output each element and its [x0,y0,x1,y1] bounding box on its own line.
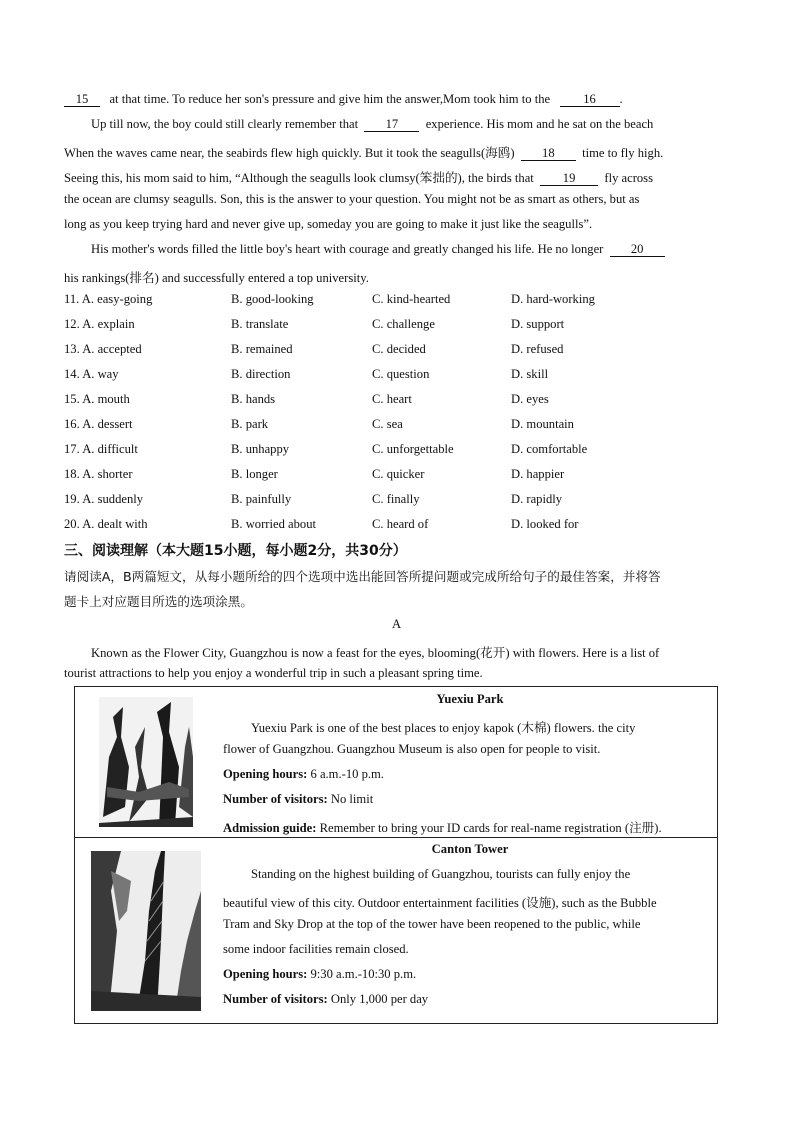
passage-line-4 [64,167,653,186]
passage-line-8 [64,267,369,286]
option-row [64,292,684,310]
option-c: C. kind-hearted [372,292,451,306]
passage-line-7 [91,242,665,257]
option-a: 20. A. dealt with [64,517,148,531]
text: Seeing this, his mom said to him, “Although the seagulls look clumsy( [64,171,420,185]
label: Number of visitors: [223,792,328,806]
canton-desc-1: Standing on the highest building of Guangzhou, tourists can fully enjoy the [251,867,631,881]
yuexiu-park-photo [99,697,193,827]
text: ) flowers. the city [546,721,636,735]
option-row [64,317,684,335]
canton-tower-photo [91,851,201,1011]
option-b: B. good-looking [231,292,314,306]
passage-line-6: long as you keep trying hard and never give up, someday you are going to make it just like the seagulls”. [64,217,593,231]
option-d: D. refused [511,342,564,356]
text: his rankings( [64,271,130,285]
intro-line-2: tourist attractions to help you enjoy a wonderful trip in such a pleasant spring time. [64,666,483,680]
yuexiu-guide [223,817,662,836]
option-a: 15. A. mouth [64,392,130,406]
option-row [64,392,684,410]
text: beautiful view of this city. Outdoor entertainment facilities ( [223,896,527,910]
option-b: B. unhappy [231,442,290,456]
text-cjk: 笨拙的 [419,170,458,185]
blank-18: 18 [521,147,576,161]
text: ), such as the Bubble [551,896,657,910]
option-a: 14. A. way [64,367,119,381]
label: Opening hours: [223,967,308,981]
option-a: 19. A. suddenly [64,492,144,506]
option-d: D. looked for [511,517,579,531]
yuexiu-desc-1 [251,717,635,736]
intro-line-1 [91,642,659,661]
option-d: D. skill [511,367,549,381]
yuexiu-desc-2: flower of Guangzhou. Guangzhou Museum is also open for people to visit. [223,742,601,756]
text: ), the birds that [457,171,534,185]
option-c: C. heart [372,392,412,406]
blank-19: 19 [540,172,598,186]
option-b: B. painfully [231,492,292,506]
option-c: C. heard of [372,517,429,531]
option-b: B. hands [231,392,276,406]
blank-15: 15 [64,93,100,107]
text: . [619,92,623,106]
option-b: B. worried about [231,517,316,531]
canton-title: Canton Tower [431,842,509,856]
yuexiu-title: Yuexiu Park [436,692,504,706]
text: His mother's words filled the little boy's heart with courage and greatly changed his life. He no longer [91,242,604,256]
text: ) with flowers. Here is a list of [505,646,660,660]
yuexiu-visitors [223,792,373,807]
option-c: C. sea [372,417,403,431]
value: Remember to bring your ID cards for real-name registration ( [319,821,630,835]
text-cjk: 海鸥 [485,145,511,160]
text: at that time. To reduce her son's pressure and give him the answer,Mom took him to the [109,92,551,106]
option-d: D. happier [511,467,565,481]
option-row [64,467,684,485]
canton-desc-3: Tram and Sky Drop at the top of the tower have been reopened to the public, while [223,917,641,931]
option-a: 17. A. difficult [64,442,138,456]
option-a: 12. A. explain [64,317,135,331]
text: Yuexiu Park is one of the best places to enjoy kapok ( [251,721,522,735]
passage-line-3 [64,142,663,161]
passage-line-1 [64,92,623,107]
instructions-line-2: 题卡上对应题目所选的选项涂黑。 [64,594,253,609]
blank-16: 16 [560,93,620,107]
text-cjk: 设施 [526,895,552,910]
value: No limit [330,792,374,806]
label: Opening hours: [223,767,308,781]
option-row [64,517,684,535]
option-row [64,492,684,510]
label: Number of visitors: [223,992,328,1006]
option-c: C. unforgettable [372,442,454,456]
option-c: C. quicker [372,467,425,481]
option-row [64,367,684,385]
text: time to fly high. [582,146,664,160]
option-a: 18. A. shorter [64,467,133,481]
value: 6 a.m.-10 p.m. [310,767,384,781]
option-c: C. challenge [372,317,435,331]
section-title: 三、阅读理解（本大题15小题，每小题2分，共30分） [64,543,407,559]
option-d: D. rapidly [511,492,563,506]
option-row [64,442,684,460]
text: Known as the Flower City, Guangzhou is now a feast for the eyes, blooming( [91,646,481,660]
yuexiu-hours [223,767,384,782]
value: Only 1,000 per day [330,992,429,1006]
option-c: C. question [372,367,430,381]
option-a: 11. A. easy-going [64,292,153,306]
text-cjk: 排名 [129,270,155,285]
canton-desc-2 [223,892,657,911]
attractions-table [74,686,718,1024]
option-d: D. mountain [511,417,574,431]
text: When the waves came near, the seabirds flew high quickly. But it took the seagulls( [64,146,486,160]
row-divider [75,837,717,838]
option-row [64,342,684,360]
option-d: D. support [511,317,565,331]
passage-label: A [392,617,402,631]
canton-hours [223,967,416,982]
label: Admission guide: [223,821,317,835]
text: fly across [604,171,653,185]
text: ) [510,146,515,160]
text: Up till now, the boy could still clearly remember that [91,117,359,131]
option-d: D. eyes [511,392,549,406]
instructions-line-1: 请阅读A，B两篇短文，从每小题所给的四个选项中选出能回答所提问题或完成所给句子的最佳答案，并将答 [64,569,661,584]
text: ) and successfully entered a top university. [154,271,369,285]
option-c: C. decided [372,342,426,356]
option-b: B. translate [231,317,289,331]
option-b: B. park [231,417,269,431]
option-b: B. direction [231,367,291,381]
option-b: B. longer [231,467,278,481]
passage-line-2 [91,117,653,132]
text-cjk: 花开 [480,645,506,660]
blank-20: 20 [610,243,665,257]
value: 9:30 a.m.-10:30 p.m. [310,967,417,981]
option-a: 16. A. dessert [64,417,133,431]
option-d: D. comfortable [511,442,588,456]
canton-visitors [223,992,428,1007]
passage-line-5: the ocean are clumsy seagulls. Son, this is the answer to your question. You might not be as smart as others, but as [64,192,640,206]
text-cjk: 木棉 [521,720,547,735]
option-d: D. hard-working [511,292,595,306]
text: experience. His mom and he sat on the beach [425,117,654,131]
text-cjk: 注册 [629,820,655,835]
option-c: C. finally [372,492,420,506]
option-a: 13. A. accepted [64,342,142,356]
option-b: B. remained [231,342,293,356]
canton-desc-4: some indoor facilities remain closed. [223,942,409,956]
value: ). [654,821,662,835]
blank-17: 17 [364,118,419,132]
option-row [64,417,684,435]
